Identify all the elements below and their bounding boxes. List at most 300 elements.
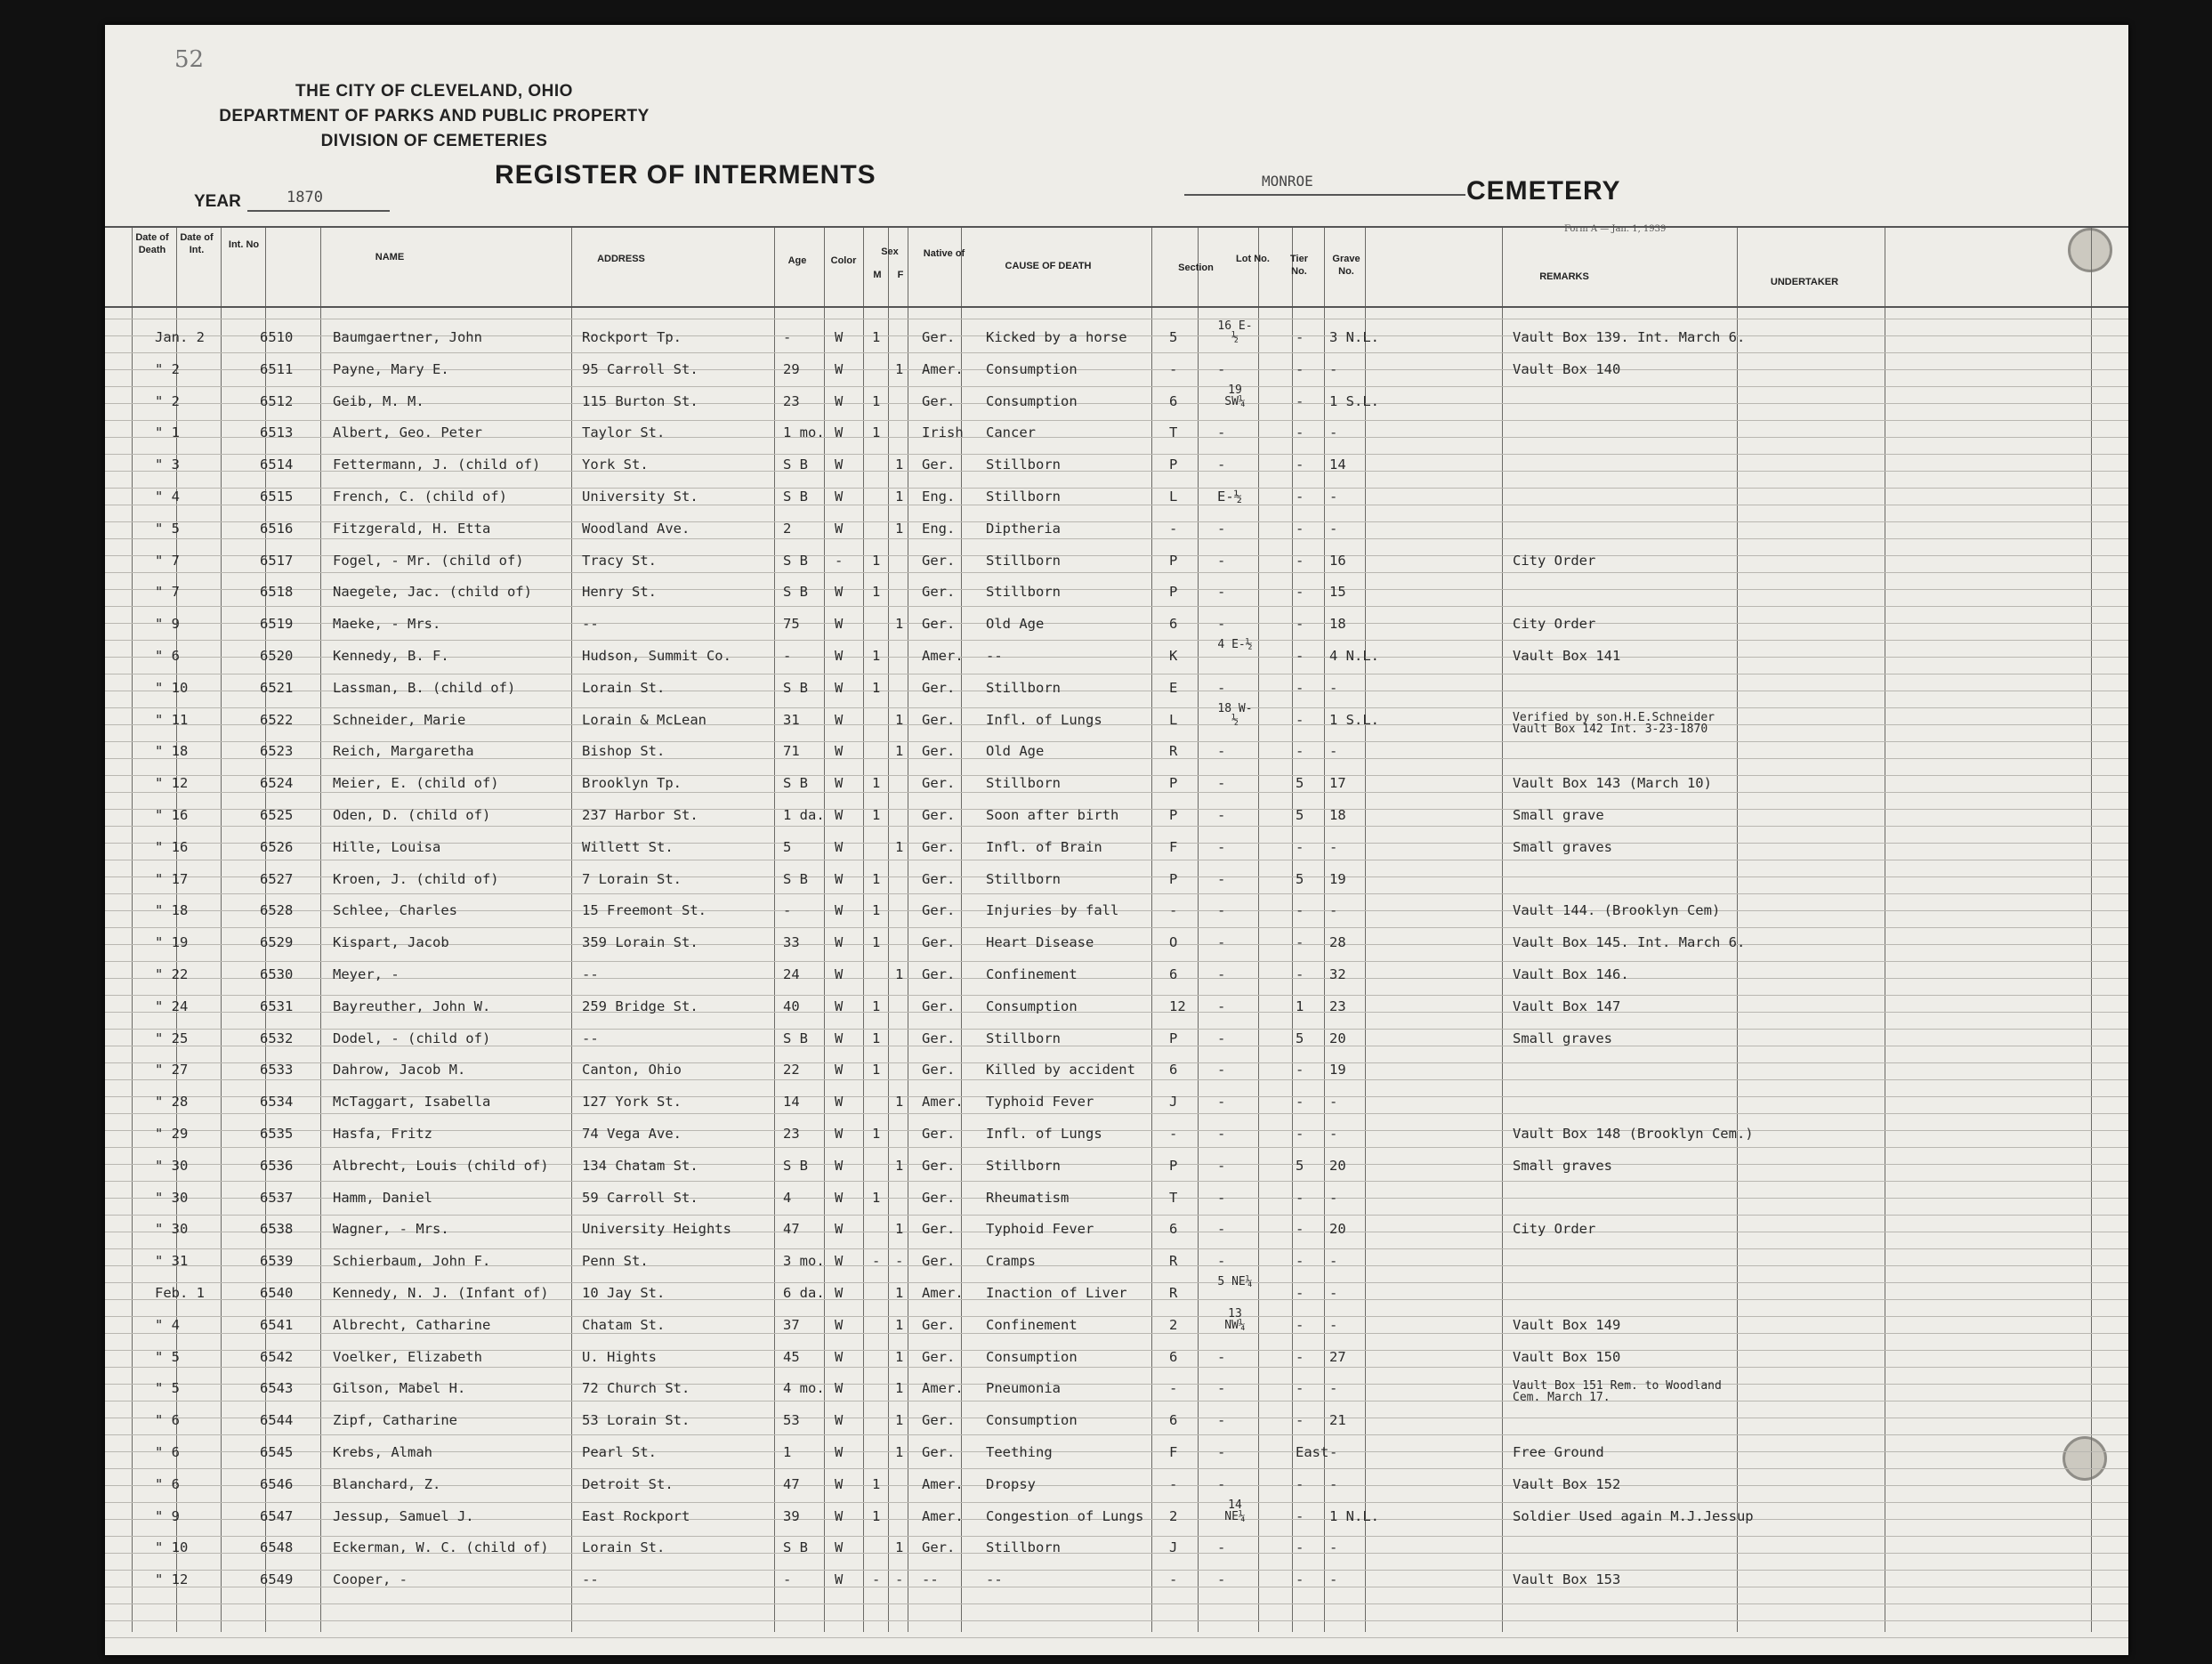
row-native: Ger.	[922, 616, 956, 633]
row-remarks: Vault Box 148 (Brooklyn Cem.)	[1513, 1126, 1754, 1142]
row-color: W	[835, 1030, 844, 1046]
row-color: W	[835, 424, 844, 441]
row-native: Ger.	[922, 1189, 956, 1206]
row-tier: -	[1296, 902, 1304, 919]
row-section: P	[1169, 1157, 1178, 1174]
row-date-death: Feb. 1	[155, 1285, 205, 1301]
row-grave: 18	[1329, 807, 1346, 823]
row-cause: Kicked by a horse	[986, 329, 1127, 345]
row-lot: -	[1217, 1571, 1226, 1588]
row-sex-m: 1	[872, 552, 881, 569]
row-native: Ger.	[922, 1348, 956, 1365]
row-tier: -	[1296, 934, 1304, 951]
row-remarks: City Order	[1513, 1221, 1596, 1238]
row-color: -	[835, 552, 844, 569]
ledger-rule	[105, 1282, 2128, 1283]
row-remarks: Soldier Used again M.J.Jessup	[1513, 1507, 1754, 1524]
row-name: Jessup, Samuel J.	[333, 1507, 474, 1524]
row-color: W	[835, 1539, 844, 1556]
row-int-no: 6542	[260, 1348, 294, 1365]
row-grave: -	[1329, 1094, 1338, 1111]
row-lot: -	[1217, 902, 1226, 919]
row-grave: 19	[1329, 870, 1346, 887]
row-address: Chatam St.	[582, 1316, 666, 1333]
row-sex-m: -	[872, 1571, 881, 1588]
row-grave: 28	[1329, 934, 1346, 951]
row-native: Ger.	[922, 456, 956, 473]
row-int-no: 6529	[260, 934, 294, 951]
col-remarks: REMARKS	[1539, 271, 1589, 282]
row-color: W	[835, 1094, 844, 1111]
row-cause: Confinement	[986, 1316, 1078, 1333]
row-sex-m: 1	[872, 584, 881, 601]
row-remarks: Vault Box 145. Int. March 6.	[1513, 934, 1746, 951]
row-native: Ger.	[922, 1062, 956, 1078]
row-grave: 20	[1329, 1157, 1346, 1174]
row-grave: -	[1329, 1539, 1338, 1556]
row-address: Detroit St.	[582, 1475, 674, 1492]
cemetery-name: MONROE	[1262, 173, 1313, 190]
row-lot: 16 E-½	[1217, 319, 1253, 344]
row-color: W	[835, 489, 844, 505]
header-rule	[105, 226, 2128, 228]
year-value: 1870	[287, 189, 323, 206]
row-grave: 1 S.L.	[1329, 392, 1379, 409]
row-grave: 1 S.L.	[1329, 711, 1379, 728]
col-tier: Tier No.	[1290, 254, 1308, 277]
ledger-rule	[105, 1248, 2128, 1249]
ledger-rule	[105, 978, 2128, 979]
row-section: P	[1169, 584, 1178, 601]
row-cause: Killed by accident	[986, 1062, 1135, 1078]
row-address: 7 Lorain St.	[582, 870, 682, 887]
row-grave: -	[1329, 743, 1338, 760]
row-section: R	[1169, 743, 1178, 760]
col-date-int: Date of Int.	[180, 232, 214, 255]
row-age: 5	[783, 838, 792, 855]
row-tier: -	[1296, 1539, 1304, 1556]
row-address: Bishop St.	[582, 743, 666, 760]
row-remarks: Small grave	[1513, 807, 1604, 823]
row-address: --	[582, 1030, 599, 1046]
row-name: Fettermann, J. (child of)	[333, 456, 541, 473]
row-age: S B	[783, 1157, 808, 1174]
row-address: 115 Burton St.	[582, 392, 698, 409]
row-age: 6 da.	[783, 1285, 825, 1301]
row-color: W	[835, 456, 844, 473]
row-age: 71	[783, 743, 800, 760]
row-int-no: 6540	[260, 1285, 294, 1301]
row-grave: 1 N.L.	[1329, 1507, 1379, 1524]
row-name: Dahrow, Jacob M.	[333, 1062, 466, 1078]
row-name: Payne, Mary E.	[333, 360, 449, 377]
row-sex-m: 1	[872, 648, 881, 664]
row-sex-f: 1	[895, 1157, 904, 1174]
row-tier: -	[1296, 1062, 1304, 1078]
row-sex-f: -	[895, 1571, 904, 1588]
row-native: Ger.	[922, 838, 956, 855]
ledger-rule	[105, 792, 2128, 793]
row-sex-m: 1	[872, 807, 881, 823]
row-lot: -	[1217, 1030, 1226, 1046]
row-grave: -	[1329, 360, 1338, 377]
row-age: 45	[783, 1348, 800, 1365]
ledger-rule	[105, 961, 2128, 962]
row-date-death: " 7	[155, 584, 180, 601]
row-color: W	[835, 1444, 844, 1460]
row-color: W	[835, 998, 844, 1014]
row-section: 12	[1169, 998, 1186, 1014]
row-grave: -	[1329, 679, 1338, 696]
row-section: F	[1169, 838, 1178, 855]
row-age: -	[783, 648, 792, 664]
header-department: DEPARTMENT OF PARKS AND PUBLIC PROPERTY	[219, 107, 650, 125]
row-sex-m: 1	[872, 1062, 881, 1078]
row-native: Ger.	[922, 807, 956, 823]
row-tier: -	[1296, 966, 1304, 982]
row-grave: 16	[1329, 552, 1346, 569]
row-int-no: 6513	[260, 424, 294, 441]
row-date-death: " 6	[155, 648, 180, 664]
row-section: L	[1169, 711, 1178, 728]
row-int-no: 6535	[260, 1126, 294, 1142]
row-tier: -	[1296, 1316, 1304, 1333]
row-sex-m: 1	[872, 1030, 881, 1046]
row-section: P	[1169, 870, 1178, 887]
row-sex-m: 1	[872, 1126, 881, 1142]
row-section: 5	[1169, 329, 1178, 345]
row-cause: Stillborn	[986, 870, 1061, 887]
row-age: S B	[783, 870, 808, 887]
row-sex-f: 1	[895, 1316, 904, 1333]
row-lot: 5 NE¼	[1217, 1275, 1253, 1288]
row-remarks: Small graves	[1513, 1030, 1612, 1046]
row-name: Kroen, J. (child of)	[333, 870, 499, 887]
row-name: Schneider, Marie	[333, 711, 466, 728]
row-tier: 5	[1296, 807, 1304, 823]
row-date-death: " 9	[155, 1507, 180, 1524]
row-date-death: " 5	[155, 1348, 180, 1365]
row-int-no: 6531	[260, 998, 294, 1014]
row-address: Pearl St.	[582, 1444, 657, 1460]
row-lot: -	[1217, 1475, 1226, 1492]
ledger-rule	[105, 1215, 2128, 1216]
row-int-no: 6514	[260, 456, 294, 473]
row-color: W	[835, 902, 844, 919]
row-section: -	[1169, 360, 1178, 377]
row-sex-f: 1	[895, 1380, 904, 1397]
ledger-rule	[105, 893, 2128, 894]
row-name: Oden, D. (child of)	[333, 807, 491, 823]
row-color: W	[835, 711, 844, 728]
row-sex-f: 1	[895, 456, 904, 473]
row-name: Meyer, -	[333, 966, 400, 982]
col-sex-m: M	[873, 270, 882, 280]
row-int-no: 6532	[260, 1030, 294, 1046]
row-age: 4	[783, 1189, 792, 1206]
row-cause: Cancer	[986, 424, 1036, 441]
row-name: Geib, M. M.	[333, 392, 424, 409]
row-tier: -	[1296, 711, 1304, 728]
ledger-rule	[105, 352, 2128, 353]
col-native: Native of	[923, 248, 965, 259]
row-sex-f: 1	[895, 1444, 904, 1460]
row-color: W	[835, 1126, 844, 1142]
row-tier: -	[1296, 648, 1304, 664]
row-grave: -	[1329, 1285, 1338, 1301]
row-name: Albrecht, Louis (child of)	[333, 1157, 549, 1174]
row-address: Taylor St.	[582, 424, 666, 441]
row-grave: -	[1329, 1189, 1338, 1206]
row-native: --	[922, 1571, 939, 1588]
row-lot: -	[1217, 360, 1226, 377]
row-address: 74 Vega Ave.	[582, 1126, 682, 1142]
row-cause: Stillborn	[986, 1539, 1061, 1556]
row-int-no: 6534	[260, 1094, 294, 1111]
row-sex-f: 1	[895, 616, 904, 633]
form-note: Form A — Jan. 1, 1939	[1564, 224, 1667, 234]
row-name: Kennedy, B. F.	[333, 648, 449, 664]
row-name: Voelker, Elizabeth	[333, 1348, 482, 1365]
row-color: W	[835, 679, 844, 696]
row-tier: -	[1296, 329, 1304, 345]
row-remarks: Vault Box 143 (March 10)	[1513, 775, 1712, 792]
row-cause: Old Age	[986, 616, 1045, 633]
row-lot: -	[1217, 1126, 1226, 1142]
ledger-rule	[105, 707, 2128, 708]
row-int-no: 6549	[260, 1571, 294, 1588]
row-sex-f: 1	[895, 520, 904, 537]
row-remarks: Vault Box 149	[1513, 1316, 1621, 1333]
row-color: W	[835, 616, 844, 633]
row-tier: -	[1296, 743, 1304, 760]
row-name: Reich, Margaretha	[333, 743, 474, 760]
row-native: Ger.	[922, 966, 956, 982]
row-tier: -	[1296, 360, 1304, 377]
row-cause: Teething	[986, 1444, 1053, 1460]
row-age: S B	[783, 489, 808, 505]
row-color: W	[835, 838, 844, 855]
row-grave: 18	[1329, 616, 1346, 633]
row-cause: Soon after birth	[986, 807, 1119, 823]
row-age: -	[783, 329, 792, 345]
row-int-no: 6510	[260, 329, 294, 345]
row-grave: -	[1329, 838, 1338, 855]
row-tier: East	[1296, 1444, 1329, 1460]
row-int-no: 6517	[260, 552, 294, 569]
row-native: Amer.	[922, 1380, 964, 1397]
row-tier: -	[1296, 1507, 1304, 1524]
row-date-death: " 31	[155, 1253, 189, 1270]
ledger-rule	[105, 386, 2128, 387]
row-remarks: Vault Box 140	[1513, 360, 1621, 377]
row-grave: -	[1329, 1444, 1338, 1460]
row-section: E	[1169, 679, 1178, 696]
row-address: 259 Bridge St.	[582, 998, 698, 1014]
row-lot: -	[1217, 520, 1226, 537]
row-date-death: " 24	[155, 998, 189, 1014]
row-date-death: " 2	[155, 360, 180, 377]
row-color: W	[835, 1062, 844, 1078]
row-section: 2	[1169, 1316, 1178, 1333]
row-sex-m: 1	[872, 902, 881, 919]
row-date-death: " 17	[155, 870, 189, 887]
ledger-rule	[105, 1570, 2128, 1571]
row-date-death: " 30	[155, 1189, 189, 1206]
row-lot: -	[1217, 424, 1226, 441]
row-lot: 4 E-½	[1217, 638, 1253, 651]
row-color: W	[835, 1348, 844, 1365]
row-remarks: Small graves	[1513, 838, 1612, 855]
row-address: 15 Freemont St.	[582, 902, 706, 919]
row-address: Lorain St.	[582, 679, 666, 696]
row-name: Wagner, - Mrs.	[333, 1221, 449, 1238]
row-remarks: Vault Box 151 Rem. to Woodland Cem. March 17.	[1513, 1379, 1722, 1405]
row-date-death: " 3	[155, 456, 180, 473]
col-lot: Lot No.	[1236, 254, 1270, 264]
row-age: 3 mo.	[783, 1253, 825, 1270]
row-address: Henry St.	[582, 584, 657, 601]
row-remarks: Vault Box 146.	[1513, 966, 1629, 982]
row-date-death: " 12	[155, 1571, 189, 1588]
col-int-no: Int. No	[228, 239, 260, 250]
row-sex-m: 1	[872, 679, 881, 696]
row-int-no: 6539	[260, 1253, 294, 1270]
row-cause: Inaction of Liver	[986, 1285, 1127, 1301]
col-section: Section	[1178, 263, 1214, 273]
row-age: 14	[783, 1094, 800, 1111]
row-name: French, C. (child of)	[333, 489, 507, 505]
row-int-no: 6544	[260, 1412, 294, 1429]
row-date-death: " 29	[155, 1126, 189, 1142]
row-date-death: " 7	[155, 552, 180, 569]
row-tier: -	[1296, 584, 1304, 601]
row-color: W	[835, 1253, 844, 1270]
row-cause: Infl. of Lungs	[986, 1126, 1102, 1142]
row-grave: 27	[1329, 1348, 1346, 1365]
col-name: NAME	[375, 252, 405, 263]
row-color: W	[835, 743, 844, 760]
row-native: Eng.	[922, 520, 956, 537]
row-date-death: " 27	[155, 1062, 189, 1078]
row-color: W	[835, 1285, 844, 1301]
row-date-death: " 2	[155, 392, 180, 409]
row-cause: Pneumonia	[986, 1380, 1061, 1397]
row-address: East Rockport	[582, 1507, 690, 1524]
row-remarks: Vault Box 139. Int. March 6.	[1513, 329, 1746, 345]
row-age: S B	[783, 584, 808, 601]
row-int-no: 6533	[260, 1062, 294, 1078]
ledger-rule	[105, 606, 2128, 607]
row-age: 22	[783, 1062, 800, 1078]
row-int-no: 6521	[260, 679, 294, 696]
row-name: Albrecht, Catharine	[333, 1316, 491, 1333]
row-address: 134 Chatam St.	[582, 1157, 698, 1174]
row-native: Amer.	[922, 360, 964, 377]
row-cause: Stillborn	[986, 775, 1061, 792]
row-tier: -	[1296, 1189, 1304, 1206]
row-address: 237 Harbor St.	[582, 807, 698, 823]
row-lot: -	[1217, 1062, 1226, 1078]
row-date-death: " 16	[155, 807, 189, 823]
col-date-death: Date of Death	[135, 232, 169, 255]
row-date-death: " 1	[155, 424, 180, 441]
ledger-rule	[105, 640, 2128, 641]
col-undertaker: UNDERTAKER	[1770, 277, 1839, 287]
row-tier: -	[1296, 838, 1304, 855]
row-grave: -	[1329, 520, 1338, 537]
row-sex-f: 1	[895, 1348, 904, 1365]
row-color: W	[835, 648, 844, 664]
row-native: Ger.	[922, 1539, 956, 1556]
row-int-no: 6527	[260, 870, 294, 887]
row-section: O	[1169, 934, 1178, 951]
row-name: Blanchard, Z.	[333, 1475, 441, 1492]
row-address: 53 Lorain St.	[582, 1412, 690, 1429]
row-color: W	[835, 775, 844, 792]
row-address: 59 Carroll St.	[582, 1189, 698, 1206]
row-cause: Typhoid Fever	[986, 1221, 1094, 1238]
row-native: Amer.	[922, 1285, 964, 1301]
row-section: T	[1169, 1189, 1178, 1206]
row-int-no: 6520	[260, 648, 294, 664]
row-int-no: 6522	[260, 711, 294, 728]
row-lot: 18 W-½	[1217, 701, 1253, 727]
row-tier: 1	[1296, 998, 1304, 1014]
row-date-death: " 16	[155, 838, 189, 855]
row-native: Ger.	[922, 775, 956, 792]
ledger-rule	[105, 1367, 2128, 1368]
row-tier: -	[1296, 616, 1304, 633]
col-age: Age	[787, 255, 807, 266]
row-sex-m: -	[872, 1253, 881, 1270]
row-address: York St.	[582, 456, 649, 473]
ledger-rule	[105, 995, 2128, 996]
row-date-death: " 11	[155, 711, 189, 728]
row-grave: 17	[1329, 775, 1346, 792]
row-sex-f: 1	[895, 966, 904, 982]
row-section: J	[1169, 1094, 1178, 1111]
row-remarks: City Order	[1513, 552, 1596, 569]
row-native: Amer.	[922, 1094, 964, 1111]
row-grave: 19	[1329, 1062, 1346, 1078]
row-name: Bayreuther, John W.	[333, 998, 491, 1014]
row-native: Irish	[922, 424, 964, 441]
row-cause: Stillborn	[986, 1157, 1061, 1174]
row-lot: 14 NE¼	[1224, 1498, 1246, 1523]
col-sex-f: F	[897, 270, 904, 280]
row-lot: -	[1217, 743, 1226, 760]
row-cause: Stillborn	[986, 584, 1061, 601]
row-sex-m: 1	[872, 998, 881, 1014]
ledger-rule	[105, 538, 2128, 539]
row-cause: Heart Disease	[986, 934, 1094, 951]
row-address: Rockport Tp.	[582, 329, 682, 345]
row-grave: 32	[1329, 966, 1346, 982]
row-native: Amer.	[922, 1475, 964, 1492]
row-age: S B	[783, 1539, 808, 1556]
row-address: Woodland Ave.	[582, 520, 690, 537]
row-sex-m: 1	[872, 870, 881, 887]
register-sheet	[105, 25, 2128, 1655]
row-age: 53	[783, 1412, 800, 1429]
row-age: 23	[783, 392, 800, 409]
row-sex-f: 1	[895, 360, 904, 377]
row-grave: -	[1329, 1316, 1338, 1333]
row-tier: -	[1296, 1475, 1304, 1492]
row-age: -	[783, 902, 792, 919]
row-date-death: " 10	[155, 1539, 189, 1556]
